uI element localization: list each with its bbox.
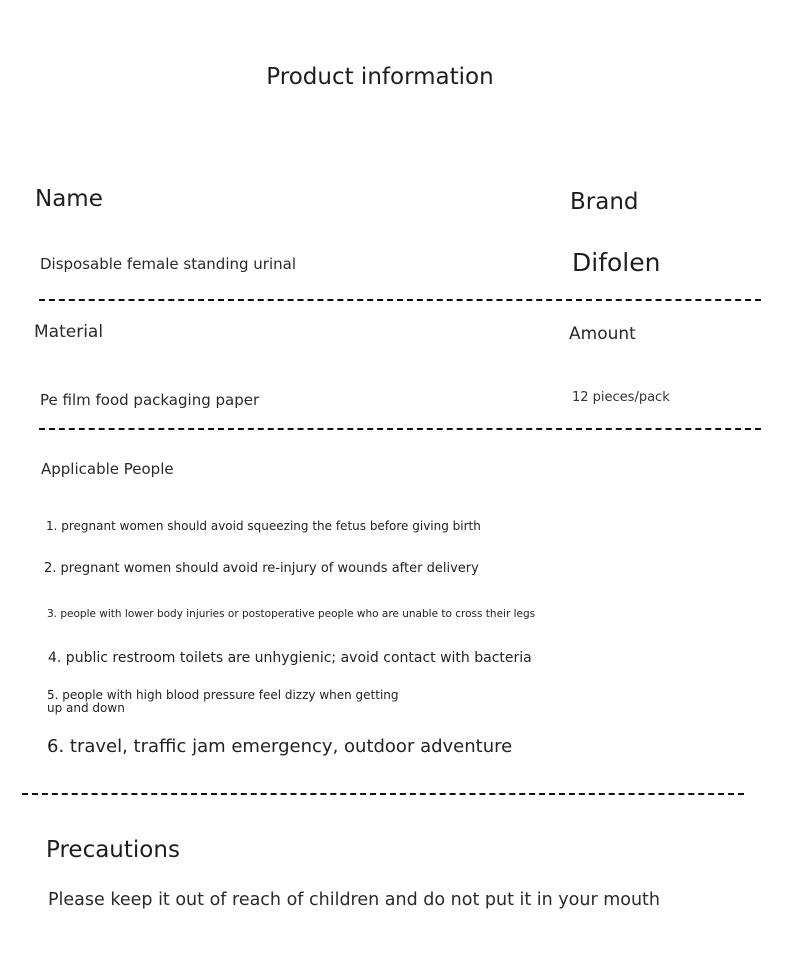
usage-item: 5. people with high blood pressure feel dizzy when getting up and down [47, 688, 399, 715]
applicable-people-label: Applicable People [41, 460, 174, 478]
usage-item: 3. people with lower body injuries or postoperative people who are unable to cross their legs [47, 608, 536, 620]
name-label: Name [35, 186, 103, 212]
brand-label: Brand [570, 189, 639, 215]
usage-item: 1. pregnant women should avoid squeezing the fetus before giving birth [46, 519, 481, 533]
material-value: Pe film food packaging paper [40, 391, 260, 409]
usage-item: 6. travel, traffic jam emergency, outdoor adventure [47, 736, 513, 757]
amount-value: 12 pieces/pack [572, 390, 670, 405]
name-value: Disposable female standing urinal [40, 255, 296, 273]
precautions-title: Precautions [46, 837, 180, 863]
material-label: Material [34, 322, 104, 342]
divider [39, 428, 761, 430]
usage-item: 2. pregnant women should avoid re-injury of wounds after delivery [44, 561, 479, 576]
page-title: Product information [266, 64, 494, 90]
divider [39, 299, 761, 301]
precautions-text: Please keep it out of reach of children and do not put it in your mouth [48, 890, 661, 910]
amount-label: Amount [569, 324, 636, 344]
divider [22, 793, 744, 795]
usage-item: 4. public restroom toilets are unhygienic; avoid contact with bacteria [48, 650, 532, 666]
brand-value: Difolen [572, 248, 661, 277]
